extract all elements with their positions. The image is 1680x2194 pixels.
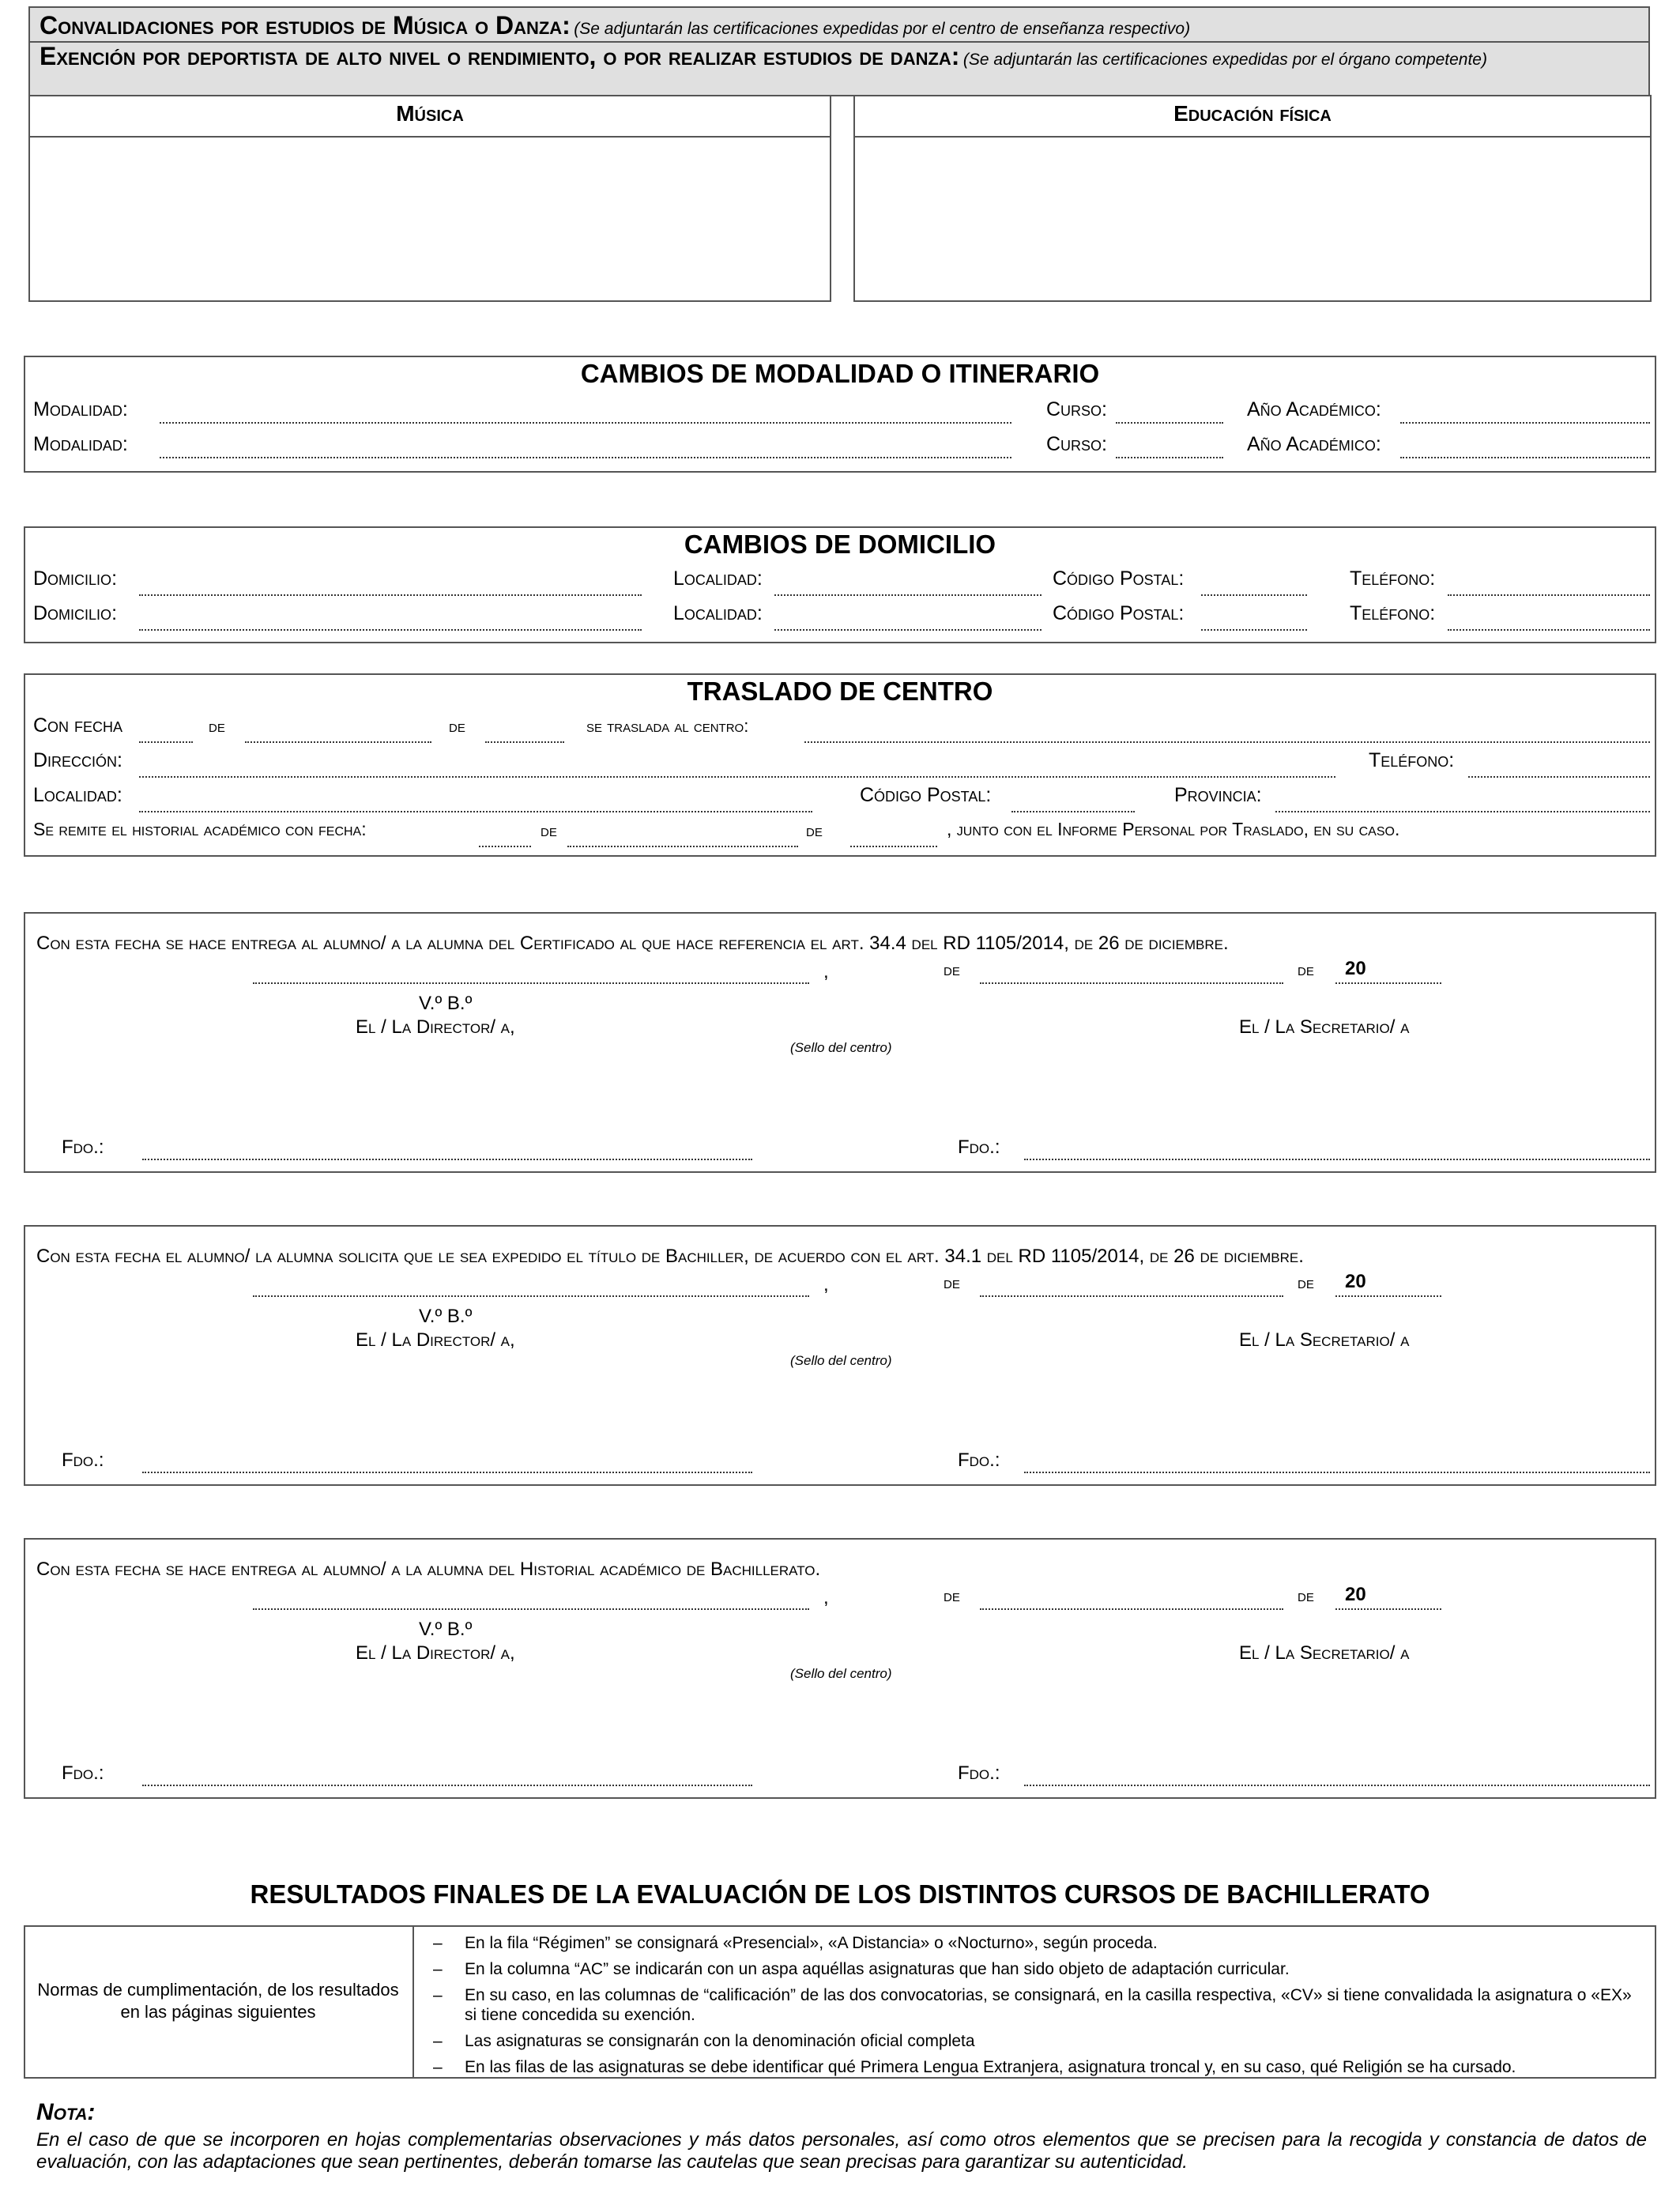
cert-sello-2: (Sello del centro) xyxy=(790,1353,892,1368)
convalidaciones-title: Convalidaciones por estudios de Música o Danza: xyxy=(40,11,571,40)
direccion-field[interactable] xyxy=(139,776,1335,778)
anio-field-1[interactable] xyxy=(1400,422,1650,424)
telefono-field-1[interactable] xyxy=(1448,594,1650,596)
rule-item: – Las asignaturas se consignarán con la denominación oficial completa xyxy=(427,2031,1636,2051)
cert-comma-3: , xyxy=(823,1587,829,1608)
direccion-label: Dirección: xyxy=(33,749,123,771)
anio-field-2[interactable] xyxy=(1400,457,1650,458)
de-label-2: de xyxy=(449,716,465,736)
cert-comma-1: , xyxy=(823,961,829,982)
cert-year-2: 20 xyxy=(1345,1271,1366,1292)
cert-de-3b: de xyxy=(1298,1587,1314,1605)
rule-item: – En la fila “Régimen” se consignará «Presencial», «A Distancia» o «Nocturno», según proceda. xyxy=(427,1933,1636,1953)
cert-year-field-2[interactable] xyxy=(1335,1295,1441,1297)
cert-day-field-1[interactable] xyxy=(980,982,1283,984)
cert-fdo-secretario-3: Fdo.: xyxy=(958,1762,1000,1784)
nota-text: En el caso de que se incorporen en hojas complementarias observaciones y más datos personales, así como otros elementos que se precisen para la recogida y constancia de datos de evaluación, con las adaptaciones que sean pertinentes, deberán tomarse las cautelas que sean precisas para garantizar su autenticidad. xyxy=(36,2129,1647,2173)
cert-de-2b: de xyxy=(1298,1274,1314,1292)
junto-label: , junto con el Informe Personal por Traslado, en su caso. xyxy=(947,819,1400,839)
con-fecha-year-field[interactable] xyxy=(485,741,564,743)
localidad-label-1: Localidad: xyxy=(673,567,763,590)
curso-label-2: Curso: xyxy=(1046,433,1108,455)
anio-label-1: Año Académico: xyxy=(1247,398,1381,420)
resultados-title: RESULTADOS FINALES DE LA EVALUACIÓN DE LOS DISTINTOS CURSOS DE BACHILLERATO xyxy=(250,1879,1430,1909)
cert-sello-3: (Sello del centro) xyxy=(790,1666,892,1681)
domicilio-title: CAMBIOS DE DOMICILIO xyxy=(684,530,996,559)
de-label-1: de xyxy=(209,716,225,736)
se-remite-month-field[interactable] xyxy=(567,846,798,847)
cert-de-2a: de xyxy=(944,1274,960,1292)
cert-vb-2: V.º B.º xyxy=(419,1306,473,1327)
educacion-fisica-header-line xyxy=(853,136,1652,138)
cert-place-field-3[interactable] xyxy=(253,1608,809,1610)
traslado-telefono-label: Teléfono: xyxy=(1369,749,1455,771)
curso-field-1[interactable] xyxy=(1116,422,1223,424)
normas-label: Normas de cumplimentación, de los resultados en las páginas siguientes xyxy=(37,1980,399,2022)
cert-vb-3: V.º B.º xyxy=(419,1619,473,1640)
traslado-cp-field[interactable] xyxy=(1011,811,1135,812)
cert-day-field-3[interactable] xyxy=(980,1608,1283,1610)
modalidad-title: CAMBIOS DE MODALIDAD O ITINERARIO xyxy=(580,359,1100,388)
traslado-telefono-field[interactable] xyxy=(1468,776,1650,778)
cp-field-2[interactable] xyxy=(1201,629,1307,631)
telefono-label-2: Teléfono: xyxy=(1350,602,1436,624)
provincia-field[interactable] xyxy=(1275,811,1650,812)
rule-item: – En la columna “AC” se indicarán con un aspa aquéllas asignaturas que han sido objeto de adaptación curricular. xyxy=(427,1959,1636,1979)
telefono-label-1: Teléfono: xyxy=(1350,567,1436,590)
nota-title: Nota: xyxy=(36,2099,96,2125)
domicilio-field-2[interactable] xyxy=(139,629,642,631)
convalidaciones-note: (Se adjuntarán las certificaciones expedidas por el centro de enseñanza respectivo) xyxy=(574,20,1191,38)
cert-year-1: 20 xyxy=(1345,958,1366,979)
modalidad-field-2[interactable] xyxy=(160,457,1011,458)
cp-label-2: Código Postal: xyxy=(1053,602,1185,624)
se-remite-year-field[interactable] xyxy=(850,846,937,847)
curso-label-1: Curso: xyxy=(1046,398,1108,420)
cert-comma-2: , xyxy=(823,1274,829,1295)
se-remite-day-field[interactable] xyxy=(479,846,531,847)
de-label-4: de xyxy=(806,820,823,840)
cert-place-field-1[interactable] xyxy=(253,982,809,984)
rule-item: – En las filas de las asignaturas se debe identificar qué Primera Lengua Extranjera, asignatura troncal y, en su caso, qué Religión se ha cursado. xyxy=(427,2057,1636,2077)
cert-fdo-director-field-1[interactable] xyxy=(142,1159,752,1160)
cert-de-1b: de xyxy=(1298,961,1314,979)
exencion-title: Exención por deportista de alto nivel o rendimiento, o por realizar estudios de danza: xyxy=(40,42,960,70)
cert-text-2: Con esta fecha el alumno/ la alumna solicita que le sea expedido el título de Bachiller, de acuerdo con el art. 34.1 del RD 1105/2014, de 26 de diciembre. xyxy=(36,1246,1304,1267)
exencion-note: (Se adjuntarán las certificaciones expedidas por el órgano competente) xyxy=(962,51,1487,69)
cert-director-1: El / La Director/ a, xyxy=(356,1016,515,1038)
telefono-field-2[interactable] xyxy=(1448,629,1650,631)
cert-fdo-director-3: Fdo.: xyxy=(62,1762,104,1784)
cert-director-3: El / La Director/ a, xyxy=(356,1642,515,1664)
cert-secretario-3: El / La Secretario/ a xyxy=(1239,1642,1410,1664)
cert-fdo-director-field-3[interactable] xyxy=(142,1785,752,1786)
localidad-field-1[interactable] xyxy=(774,594,1042,596)
cert-year-field-1[interactable] xyxy=(1335,982,1441,984)
traslado-localidad-label: Localidad: xyxy=(33,784,122,806)
provincia-label: Provincia: xyxy=(1174,784,1262,806)
centro-field[interactable] xyxy=(804,741,1650,743)
modalidad-field-1[interactable] xyxy=(160,422,1011,424)
cert-fdo-secretario-2: Fdo.: xyxy=(958,1449,1000,1471)
cp-label-1: Código Postal: xyxy=(1053,567,1185,590)
rule-item: – En su caso, en las columnas de “calificación” de las dos convocatorias, se consignará, en la casilla respectiva, «CV» si tiene convalidada la asignatura o «EX» si tiene concedida su exención. xyxy=(427,1985,1636,2025)
cert-fdo-director-2: Fdo.: xyxy=(62,1449,104,1471)
modalidad-label-1: Modalidad: xyxy=(33,398,128,420)
con-fecha-label: Con fecha xyxy=(33,714,123,737)
con-fecha-month-field[interactable] xyxy=(245,741,431,743)
cert-fdo-director-1: Fdo.: xyxy=(62,1137,104,1158)
cert-vb-1: V.º B.º xyxy=(419,993,473,1014)
cp-field-1[interactable] xyxy=(1201,594,1307,596)
normas-divider xyxy=(412,1925,414,2079)
musica-header-line xyxy=(28,136,831,138)
se-remite-label: Se remite el historial académico con fecha: xyxy=(33,819,367,839)
musica-heading: Música xyxy=(396,101,464,126)
domicilio-label-2: Domicilio: xyxy=(33,602,118,624)
de-label-3: de xyxy=(541,820,557,840)
cert-fdo-secretario-field-1[interactable] xyxy=(1024,1159,1650,1160)
se-traslada-label: se traslada al centro: xyxy=(586,716,749,736)
cert-fdo-secretario-field-3[interactable] xyxy=(1024,1785,1650,1786)
cert-de-3a: de xyxy=(944,1587,960,1605)
cert-text-1: Con esta fecha se hace entrega al alumno/ a la alumna del Certificado al que hace referencia el art. 34.4 del RD 1105/2014, de 26 de diciembre. xyxy=(36,933,1229,954)
anio-label-2: Año Académico: xyxy=(1247,433,1381,455)
educacion-fisica-heading: Educación física xyxy=(1173,101,1332,126)
cert-director-2: El / La Director/ a, xyxy=(356,1329,515,1351)
localidad-label-2: Localidad: xyxy=(673,602,763,624)
domicilio-label-1: Domicilio: xyxy=(33,567,118,590)
localidad-field-2[interactable] xyxy=(774,629,1042,631)
traslado-localidad-field[interactable] xyxy=(139,811,812,812)
convalidaciones-row xyxy=(40,11,1190,40)
domicilio-field-1[interactable] xyxy=(139,594,642,596)
cert-fdo-secretario-1: Fdo.: xyxy=(958,1137,1000,1158)
cert-year-field-3[interactable] xyxy=(1335,1608,1441,1610)
cert-place-field-2[interactable] xyxy=(253,1295,809,1297)
cert-text-3: Con esta fecha se hace entrega al alumno/ a la alumna del Historial académico de Bachillerato. xyxy=(36,1559,821,1580)
cert-fdo-director-field-2[interactable] xyxy=(142,1472,752,1473)
cert-secretario-1: El / La Secretario/ a xyxy=(1239,1016,1410,1038)
cert-de-1a: de xyxy=(944,961,960,979)
cert-year-3: 20 xyxy=(1345,1584,1366,1605)
cert-secretario-2: El / La Secretario/ a xyxy=(1239,1329,1410,1351)
curso-field-2[interactable] xyxy=(1116,457,1223,458)
cert-day-field-2[interactable] xyxy=(980,1295,1283,1297)
modalidad-label-2: Modalidad: xyxy=(33,433,128,455)
traslado-title: TRASLADO DE CENTRO xyxy=(687,677,993,706)
cert-sello-1: (Sello del centro) xyxy=(790,1040,892,1055)
traslado-cp-label: Código Postal: xyxy=(860,784,992,806)
normas-rules-list xyxy=(427,1933,1636,2083)
cert-fdo-secretario-field-2[interactable] xyxy=(1024,1472,1650,1473)
con-fecha-day-field[interactable] xyxy=(139,741,193,743)
exencion-row xyxy=(40,44,1636,74)
